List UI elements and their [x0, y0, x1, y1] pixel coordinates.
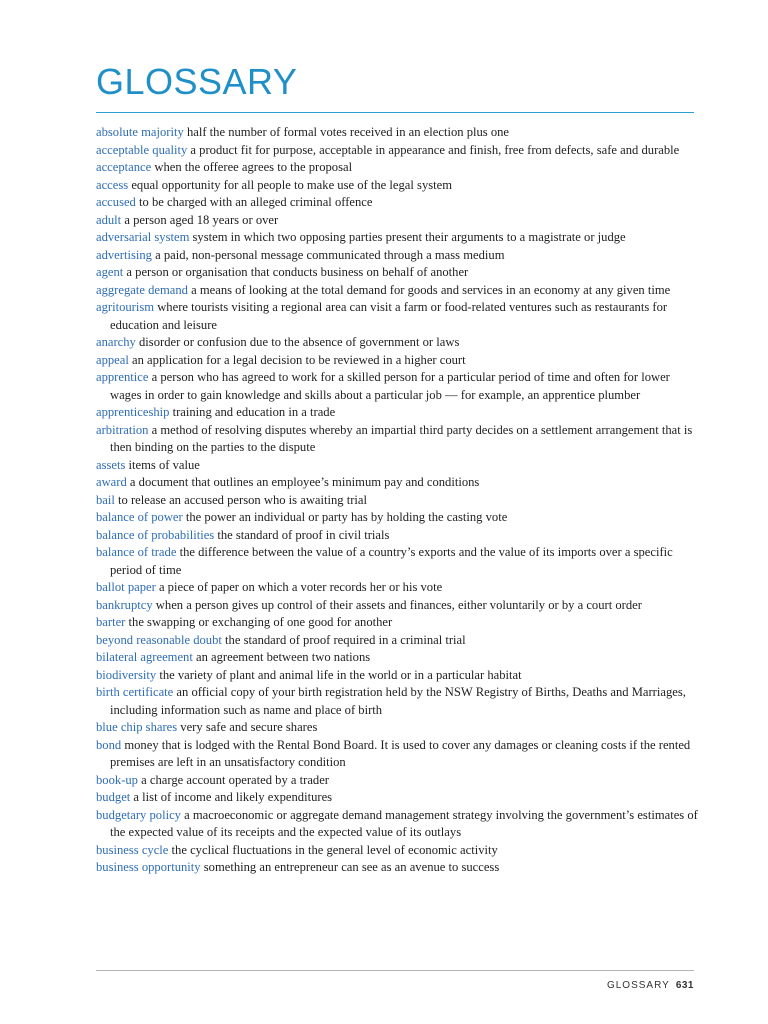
glossary-definition: the power an individual or party has by holding the casting vote — [182, 510, 508, 524]
glossary-entry — [96, 579, 698, 597]
glossary-entry — [96, 859, 698, 877]
glossary-definition: a means of looking at the total demand for goods and services in an economy at any given time — [187, 282, 671, 297]
glossary-definition: a paid, non-personal message communicated through a mass medium — [151, 247, 505, 262]
glossary-entry — [96, 142, 698, 160]
glossary-term: barter — [96, 615, 126, 629]
glossary-term: anarchy — [96, 335, 136, 349]
footer-label: GLOSSARY — [606, 980, 670, 991]
glossary-term: blue chip shares — [96, 720, 178, 734]
glossary-entry — [96, 299, 698, 334]
glossary-definition: a piece of paper on which a voter records her or his vote — [155, 580, 443, 594]
glossary-definition: to release an accused person who is awaiting trial — [114, 492, 368, 507]
glossary-term: birth certificate — [96, 685, 174, 699]
glossary-term: adversarial system — [96, 230, 190, 244]
glossary-entry — [96, 369, 698, 404]
glossary-entry — [96, 789, 698, 807]
glossary-definition: money that is lodged with the Rental Bond Board. It is used to cover any damages or cleaning costs if the rented premises are left in an unsatisfactory condition — [110, 737, 691, 769]
glossary-term: business cycle — [96, 842, 169, 857]
glossary-entry — [96, 527, 698, 545]
glossary-list — [96, 124, 698, 877]
glossary-definition: disorder or confusion due to the absence of government or laws — [135, 335, 460, 349]
glossary-entry — [96, 334, 698, 352]
glossary-term: apprentice — [96, 370, 149, 384]
glossary-term: assets — [96, 457, 126, 472]
glossary-definition: an official copy of your birth registration held by the NSW Registry of Births, Deaths and Marriages, including information such as name and place of birth — [110, 685, 686, 717]
glossary-definition: training and education in a trade — [169, 405, 336, 419]
glossary-term: balance of power — [96, 510, 183, 524]
glossary-term: acceptable quality — [96, 142, 188, 157]
glossary-definition: the standard of proof required in a criminal trial — [221, 632, 466, 647]
glossary-definition: an agreement between two nations — [192, 650, 371, 664]
glossary-entry — [96, 229, 698, 247]
glossary-definition: equal opportunity for all people to make use of the legal system — [128, 177, 453, 192]
glossary-term: bail — [96, 492, 115, 507]
glossary-entry — [96, 772, 698, 790]
glossary-entry — [96, 474, 698, 492]
glossary-definition: the cyclical fluctuations in the general level of economic activity — [168, 842, 498, 857]
glossary-entry — [96, 212, 698, 230]
glossary-entry — [96, 194, 698, 212]
glossary-term: acceptance — [96, 160, 152, 174]
glossary-entry — [96, 684, 698, 719]
glossary-definition: the swapping or exchanging of one good for another — [125, 615, 393, 629]
glossary-entry — [96, 807, 698, 842]
glossary-definition: when the offeree agrees to the proposal — [151, 160, 353, 174]
glossary-term: apprenticeship — [96, 405, 170, 419]
glossary-definition: the standard of proof in civil trials — [214, 527, 390, 542]
glossary-definition: a method of resolving disputes whereby an impartial third party decides on a settlement arrangement that is then binding on the parties to the dispute — [110, 422, 693, 454]
glossary-entry — [96, 719, 698, 737]
glossary-entry — [96, 667, 698, 685]
glossary-term: adult — [96, 212, 122, 227]
glossary-definition: an application for a legal decision to be reviewed in a higher court — [128, 352, 466, 367]
glossary-term: arbitration — [96, 422, 149, 437]
glossary-definition: a document that outlines an employee’s minimum pay and conditions — [126, 475, 480, 489]
glossary-entry — [96, 544, 698, 579]
glossary-term: bond — [96, 737, 122, 752]
glossary-term: appeal — [96, 352, 129, 367]
glossary-term: beyond reasonable doubt — [96, 632, 222, 647]
glossary-entry — [96, 842, 698, 860]
glossary-definition: a charge account operated by a trader — [137, 772, 329, 787]
glossary-term: bilateral agreement — [96, 650, 193, 664]
glossary-entry — [96, 264, 698, 282]
glossary-entry — [96, 632, 698, 650]
glossary-term: ballot paper — [96, 580, 156, 594]
glossary-entry — [96, 614, 698, 632]
title-divider — [96, 112, 694, 113]
glossary-term: balance of trade — [96, 545, 177, 559]
glossary-entry — [96, 492, 698, 510]
glossary-entry — [96, 352, 698, 370]
glossary-entry — [96, 597, 698, 615]
glossary-entry — [96, 737, 698, 772]
glossary-definition: half the number of formal votes received in an election plus one — [183, 125, 510, 139]
footer-divider — [96, 970, 694, 971]
glossary-definition: a product fit for purpose, acceptable in appearance and finish, free from defects, safe and durable — [187, 142, 680, 157]
glossary-definition: something an entrepreneur can see as an avenue to success — [200, 860, 500, 874]
glossary-term: access — [96, 177, 129, 192]
glossary-term: agritourism — [96, 300, 155, 314]
glossary-term: accused — [96, 195, 136, 209]
glossary-definition: when a person gives up control of their assets and finances, either voluntarily or by a court order — [152, 597, 642, 612]
glossary-definition: system in which two opposing parties present their arguments to a magistrate or judge — [189, 230, 626, 244]
glossary-term: award — [96, 475, 127, 489]
glossary-definition: items of value — [125, 457, 200, 472]
glossary-entry — [96, 649, 698, 667]
glossary-term: aggregate demand — [96, 282, 188, 297]
glossary-entry — [96, 422, 698, 457]
glossary-definition: a person aged 18 years or over — [121, 212, 279, 227]
glossary-term: balance of probabilities — [96, 527, 215, 542]
glossary-entry — [96, 177, 698, 195]
page-footer — [607, 980, 694, 991]
glossary-term: business opportunity — [96, 860, 201, 874]
glossary-definition: a macroeconomic or aggregate demand management strategy involving the government’s estimates of the expected value of its receipts and the expected value of its outlays — [110, 807, 698, 839]
glossary-term: absolute majority — [96, 125, 184, 139]
glossary-term: book-up — [96, 772, 138, 787]
glossary-entry — [96, 247, 698, 265]
glossary-definition: to be charged with an alleged criminal offence — [135, 195, 373, 209]
glossary-term: budgetary policy — [96, 807, 181, 822]
glossary-term: budget — [96, 790, 131, 804]
glossary-definition: a person or organisation that conducts business on behalf of another — [123, 265, 469, 279]
glossary-entry — [96, 509, 698, 527]
glossary-definition: a person who has agreed to work for a skilled person for a particular period of time and often for lower wages in order to gain knowledge and skills about a particular job — for example, an apprentice plumber — [110, 370, 670, 402]
glossary-term: bankruptcy — [96, 597, 153, 612]
glossary-entry — [96, 282, 698, 300]
glossary-entry — [96, 124, 698, 142]
glossary-definition: the difference between the value of a country’s exports and the value of its imports over a specific period of time — [110, 545, 673, 577]
glossary-term: advertising — [96, 247, 152, 262]
glossary-entry — [96, 457, 698, 475]
glossary-term: agent — [96, 265, 124, 279]
glossary-definition: a list of income and likely expenditures — [130, 790, 333, 804]
glossary-entry — [96, 404, 698, 422]
glossary-entry — [96, 159, 698, 177]
glossary-definition: the variety of plant and animal life in the world or in a particular habitat — [156, 667, 522, 682]
glossary-definition: where tourists visiting a regional area can visit a farm or food-related ventures such as restaurants for education and leisure — [110, 300, 668, 332]
glossary-term: biodiversity — [96, 667, 157, 682]
page-title: GLOSSARY — [96, 61, 298, 102]
glossary-definition: very safe and secure shares — [177, 720, 318, 734]
page-number: 631 — [675, 980, 694, 991]
